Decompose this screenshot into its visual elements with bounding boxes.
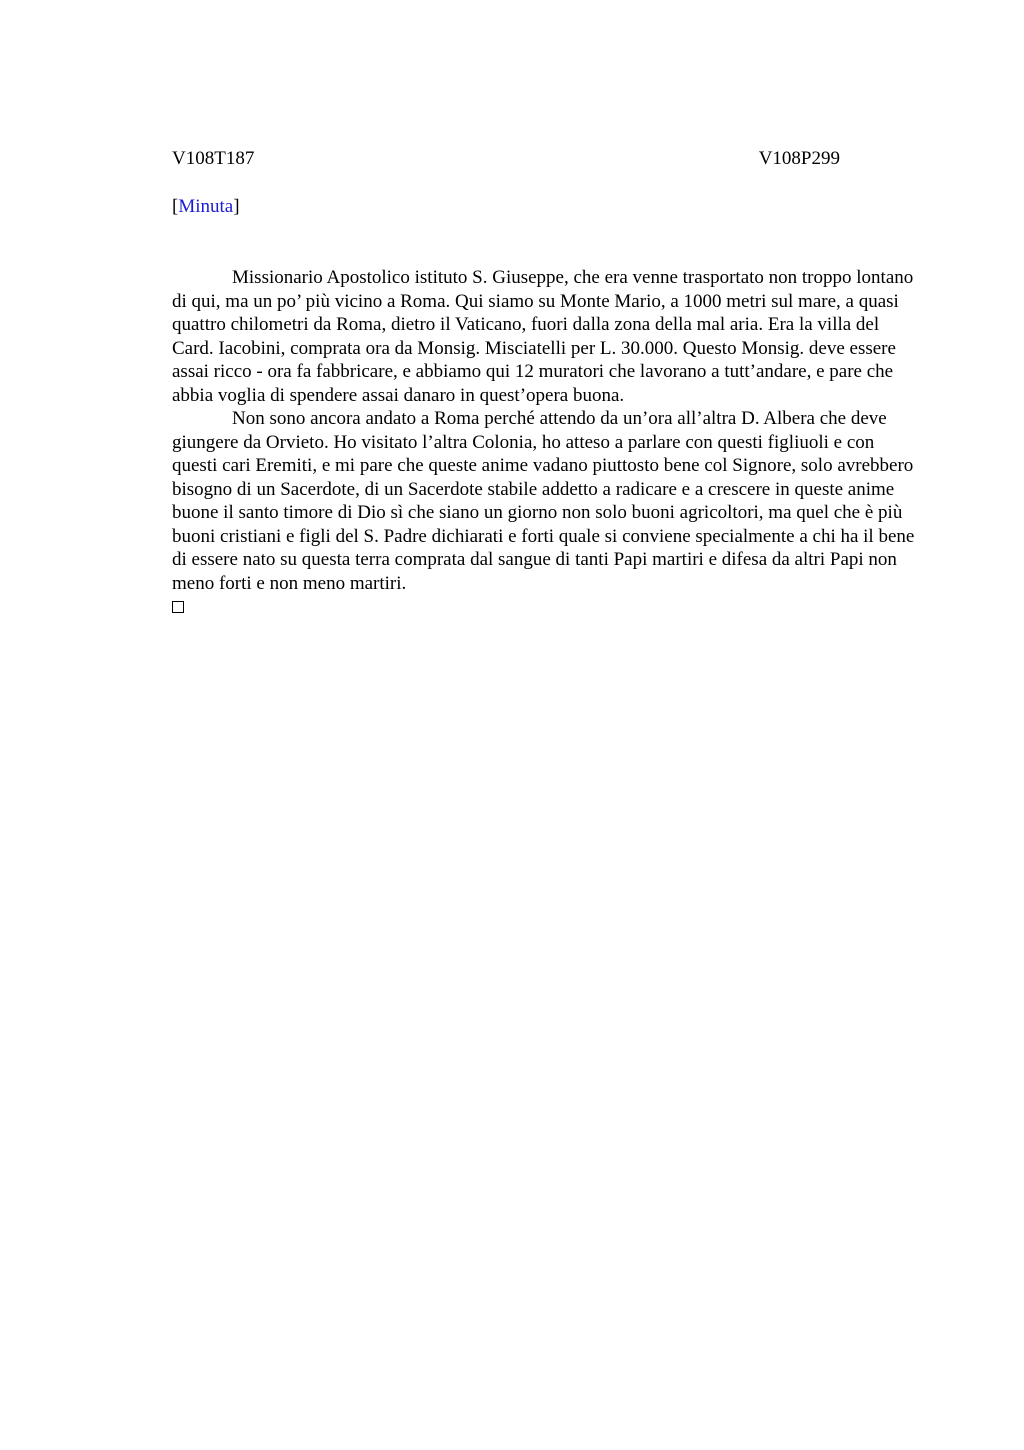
minuta-link[interactable]: Minuta [178, 196, 234, 217]
paragraph-2: Non sono ancora andato a Roma perché attendo da un’ora all’altra D. Albera che deve giungere da Orvieto. Ho visitato l’altra Colonia, ho atteso a parlare con questi figliuoli e con questi cari Eremiti, e mi pare che queste anime vadano piuttosto bene col Signore, solo avrebbero bisogno di un Sacerdote, di un Sacerdote stabile addetto a radicare e a crescere in queste anime buone il santo timore di Dio sì che siano un giorno non solo buoni agricoltori, ma quel che è più buoni cristiani e figli del S. Padre dichiarati e forti quale si conviene specialmente a chi ha il bene di essere nato su questa terra comprata dal sangue di tanti Papi martiri e difesa da altri Papi non meno forti e non meno martiri. [172, 408, 915, 594]
header-left-code: V108T187 [172, 148, 255, 169]
document-type-label [172, 195, 240, 219]
label-open-bracket: [ [172, 196, 179, 217]
header-right-code: V108P299 [758, 148, 840, 169]
paragraph-1: Missionario Apostolico istituto S. Giuseppe, che era venne trasportato non troppo lontano di qui, ma un po’ più vicino a Roma. Qui siamo su Monte Mario, a 1000 metri sul mare, a quasi quattro chilometri da Roma, dietro il Vaticano, fuori dalla zona della mal aria. Era la villa del Card. Iacobini, comprata ora da Monsig. Misciatelli per L. 30.000. Questo Monsig. deve essere assai ricco - ora fa fabbricare, e abbiamo qui 12 muratori che lavorano a tutt’andare, e pare che abbia voglia di spendere assai danaro in quest’opera buona. [172, 267, 914, 406]
label-close-bracket: ] [233, 196, 240, 217]
document-header [172, 147, 840, 171]
document-page [172, 0, 924, 1450]
letter-body [172, 266, 924, 613]
empty-square-icon [172, 601, 184, 613]
